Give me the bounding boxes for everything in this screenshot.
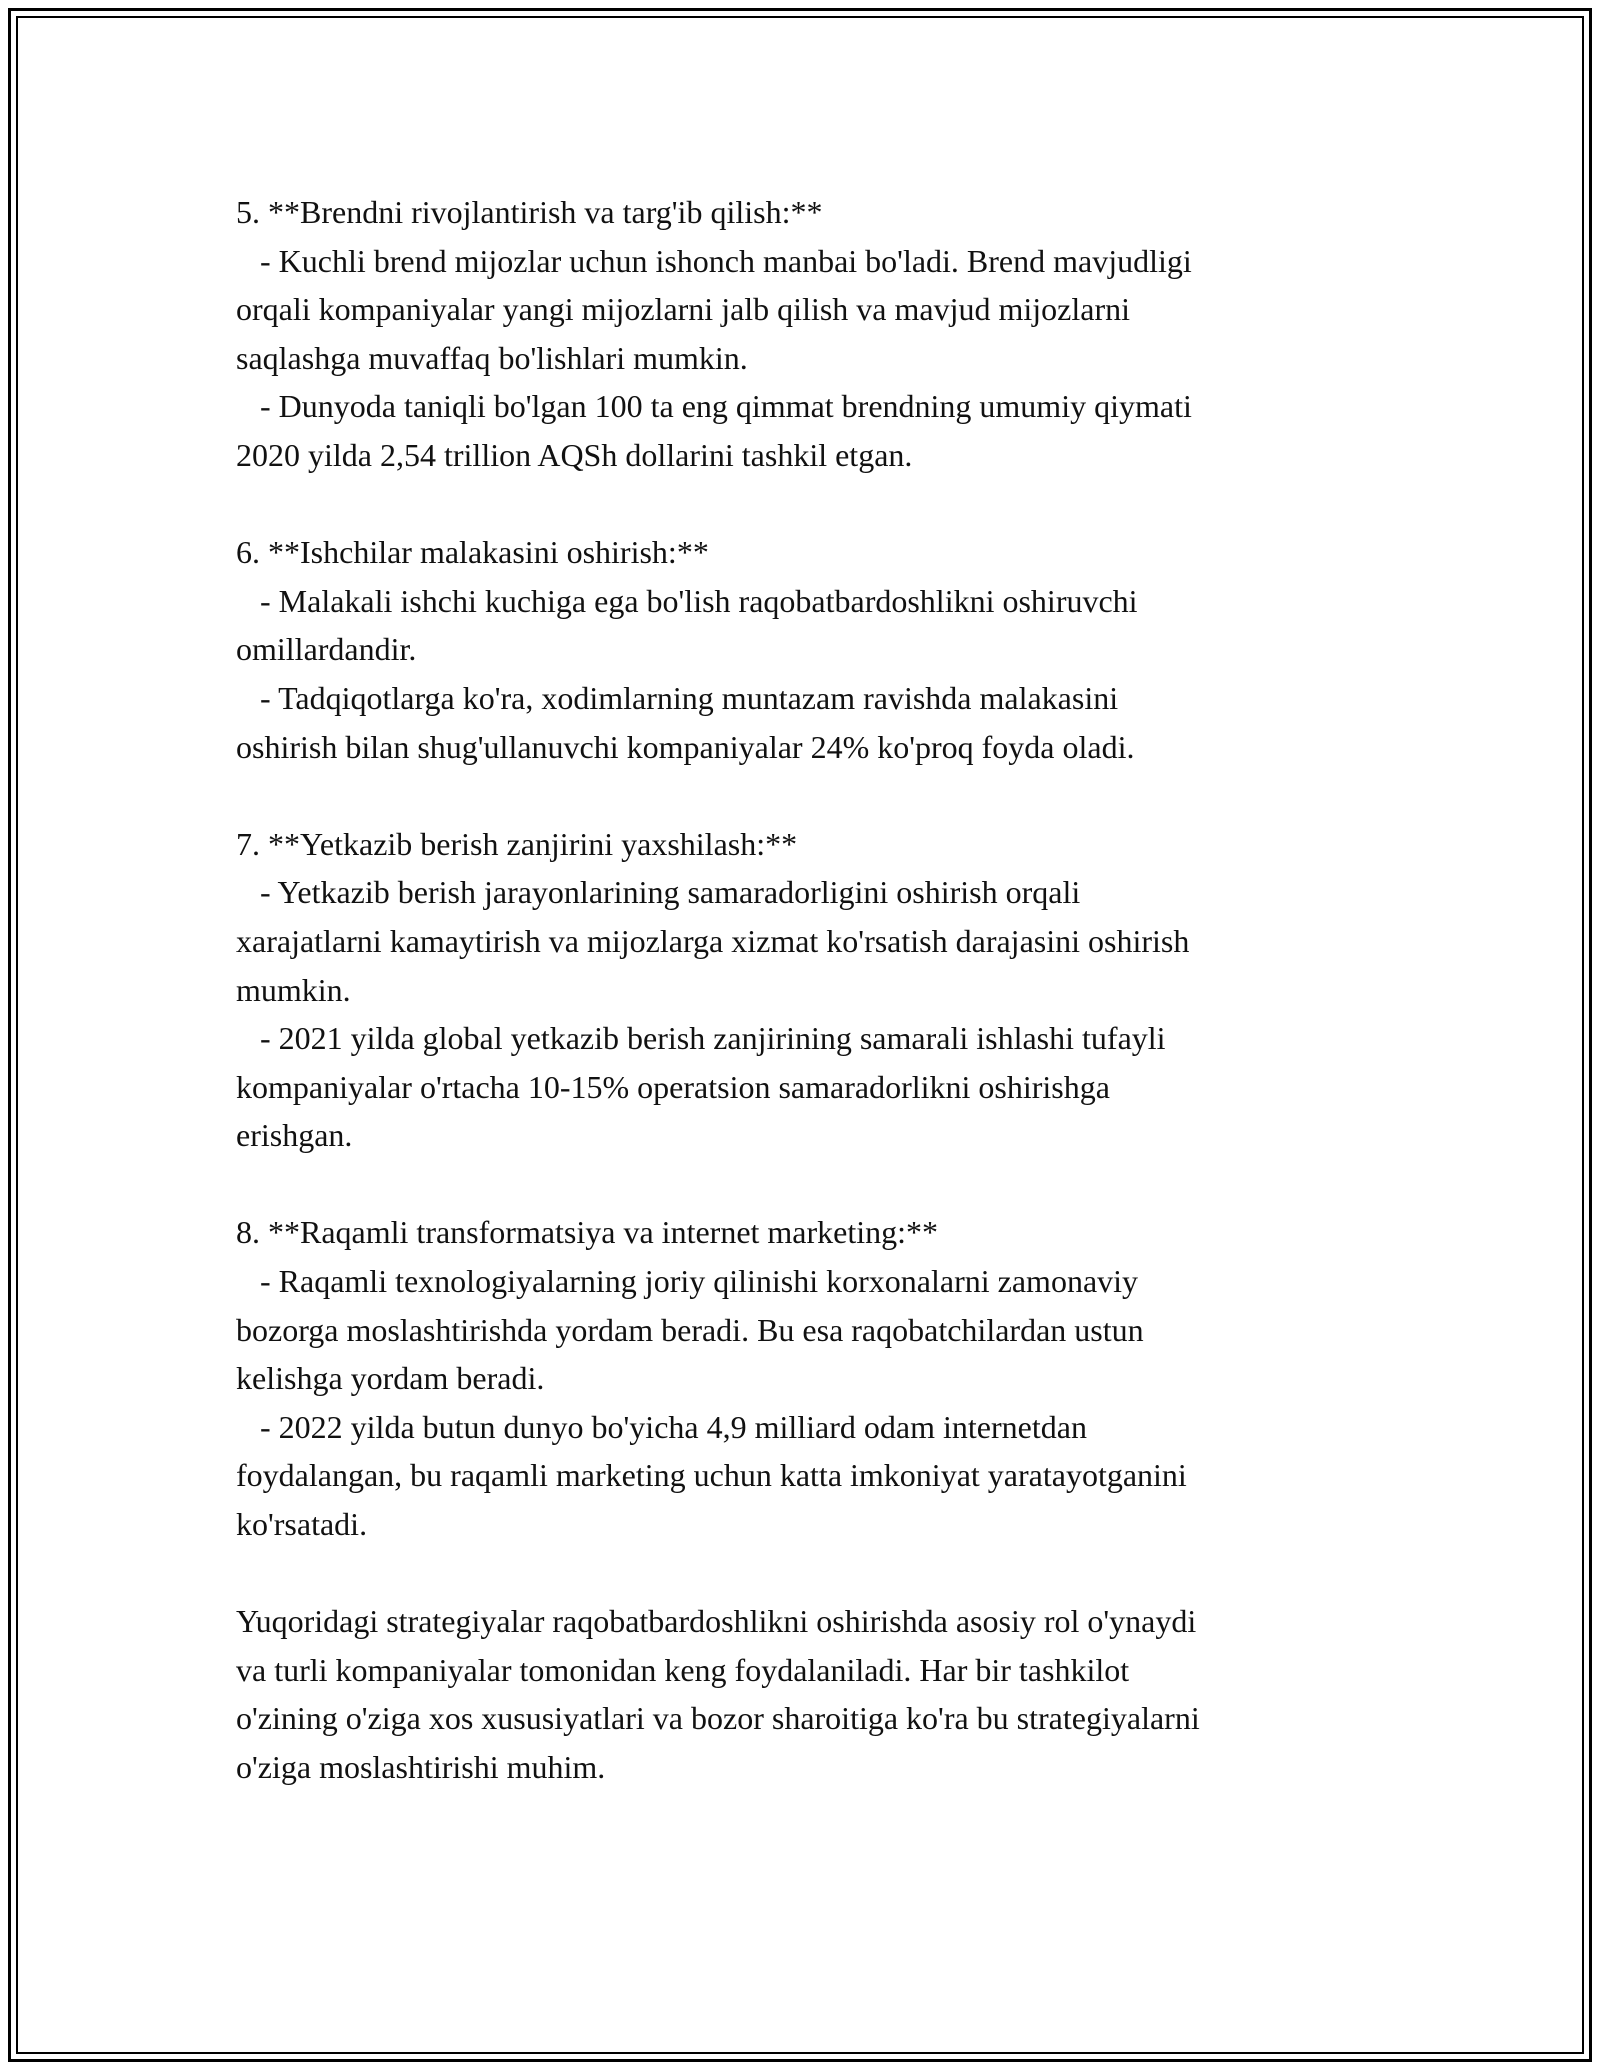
section-heading: 7. **Yetkazib berish zanjirini yaxshilash:** — [236, 825, 798, 862]
text-line: - Yetkazib berish jarayonlarining samaradorligini oshirish orqali — [236, 874, 1081, 911]
text-line: va turli kompaniyalar tomonidan keng foydalaniladi. Har bir tashkilot — [236, 1651, 1130, 1688]
text-line: orqali kompaniyalar yangi mijozlarni jalb qilish va mavjud mijozlarni — [236, 291, 1130, 328]
text-line: - 2021 yilda global yetkazib berish zanjirining samarali ishlashi tufayli — [236, 1020, 1166, 1057]
conclusion-paragraph — [236, 1597, 1376, 1791]
text-line: o'zining o'ziga xos xususiyatlari va bozor sharoitiga ko'ra bu strategiyalarni — [236, 1700, 1200, 1737]
text-line: kelishga yordam beradi. — [236, 1360, 545, 1397]
text-line: - Kuchli brend mijozlar uchun ishonch manbai bo'ladi. Brend mavjudligi — [236, 242, 1192, 279]
section-digital-transformation — [236, 1208, 1376, 1548]
section-brand-development — [236, 188, 1376, 480]
text-line: kompaniyalar o'rtacha 10-15% operatsion samaradorlikni oshirishga — [236, 1068, 1110, 1105]
text-line: ko'rsatadi. — [236, 1506, 368, 1543]
section-supply-chain — [236, 820, 1376, 1160]
text-line: xarajatlarni kamaytirish va mijozlarga xizmat ko'rsatish darajasini oshirish — [236, 922, 1190, 959]
section-heading: 8. **Raqamli transformatsiya va internet marketing:** — [236, 1214, 939, 1251]
section-worker-skills — [236, 528, 1376, 771]
document-body — [236, 188, 1376, 1840]
text-line: bozorga moslashtirishda yordam beradi. Bu esa raqobatchilardan ustun — [236, 1311, 1144, 1348]
text-line: - Malakali ishchi kuchiga ega bo'lish raqobatbardoshlikni oshiruvchi — [236, 582, 1138, 619]
text-line: - Tadqiqotlarga ko'ra, xodimlarning muntazam ravishda malakasini — [236, 679, 1119, 716]
text-line: - 2022 yilda butun dunyo bo'yicha 4,9 milliard odam internetdan — [236, 1408, 1087, 1445]
text-line: oshirish bilan shug'ullanuvchi kompaniyalar 24% ko'proq foyda oladi. — [236, 728, 1135, 765]
text-line: omillardandir. — [236, 631, 417, 668]
text-line: saqlashga muvaffaq bo'lishlari mumkin. — [236, 339, 748, 376]
section-heading: 6. **Ishchilar malakasini oshirish:** — [236, 534, 709, 571]
text-line: Yuqoridagi strategiyalar raqobatbardoshlikni oshirishda asosiy rol o'ynaydi — [236, 1603, 1197, 1640]
section-heading: 5. **Brendni rivojlantirish va targ'ib qilish:** — [236, 194, 823, 230]
text-line: - Dunyoda taniqli bo'lgan 100 ta eng qimmat brendning umumiy qiymati — [236, 388, 1192, 425]
text-line: 2020 yilda 2,54 trillion AQSh dollarini tashkil etgan. — [236, 436, 913, 473]
text-line: erishgan. — [236, 1117, 353, 1154]
text-line: mumkin. — [236, 971, 351, 1008]
text-line: - Raqamli texnologiyalarning joriy qilinishi korxonalarni zamonaviy — [236, 1263, 1139, 1300]
text-line: o'ziga moslashtirishi muhim. — [236, 1749, 606, 1785]
text-line: foydalangan, bu raqamli marketing uchun katta imkoniyat yaratayotganini — [236, 1457, 1187, 1494]
